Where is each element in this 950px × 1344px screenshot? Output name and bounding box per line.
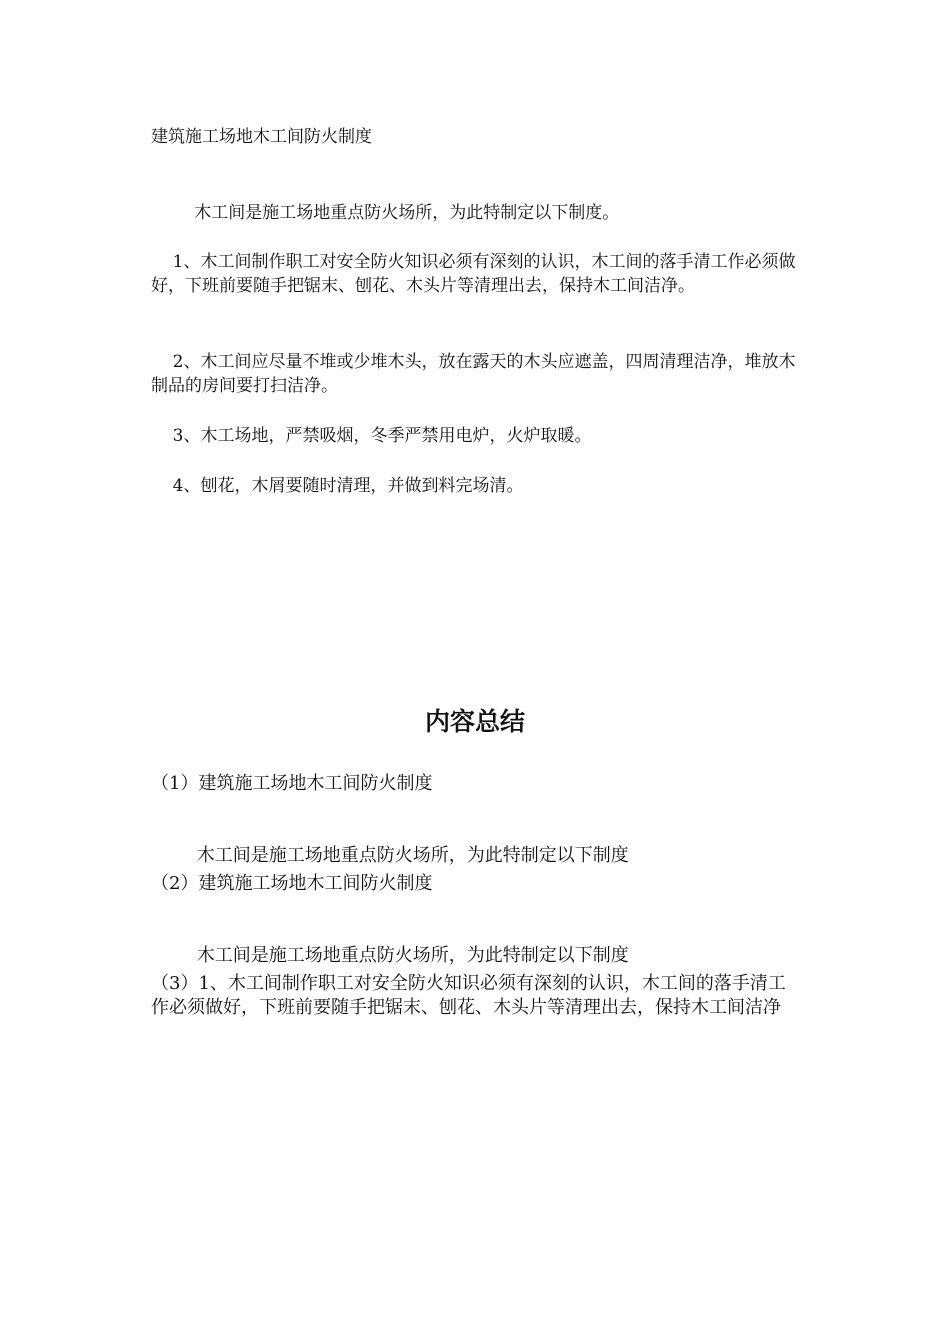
document-title: 建筑施工场地木工间防火制度 bbox=[151, 127, 372, 147]
summary-heading: 内容总结 bbox=[424, 707, 525, 736]
rule-3: 3、木工场地，严禁吸烟，冬季严禁用电炉，火炉取暖。 bbox=[151, 426, 592, 446]
rule-2: 2、木工间应尽量不堆或少堆木头，放在露天的木头应遮盖，四周清理洁净，堆放木制品的房间要打扫洁净。 bbox=[151, 352, 796, 396]
summary-item-2: （2）建筑施工场地木工间防火制度 木工间是施工场地重点防火场所，为此特制定以下制度 bbox=[151, 873, 629, 966]
rule-4: 4、刨花，木屑要随时清理，并做到料完场清。 bbox=[151, 476, 524, 496]
intro-paragraph: 木工间是施工场地重点防火场所，为此特制定以下制度。 bbox=[151, 203, 620, 223]
rule-1: 1、木工间制作职工对安全防火知识必须有深刻的认识，木工间的落手清工作必须做好，下班前要随手把锯末、刨花、木头片等清理出去，保持木工间洁净。 bbox=[151, 252, 796, 296]
summary-item-1: （1）建筑施工场地木工间防火制度 木工间是施工场地重点防火场所，为此特制定以下制度 bbox=[151, 773, 629, 866]
summary-item-3: （3）1、木工间制作职工对安全防火知识必须有深刻的认识，木工间的落手清工作必须做好，下班前要随手把锯末、刨花、木头片等清理出去，保持木工间洁净 bbox=[151, 973, 786, 1018]
